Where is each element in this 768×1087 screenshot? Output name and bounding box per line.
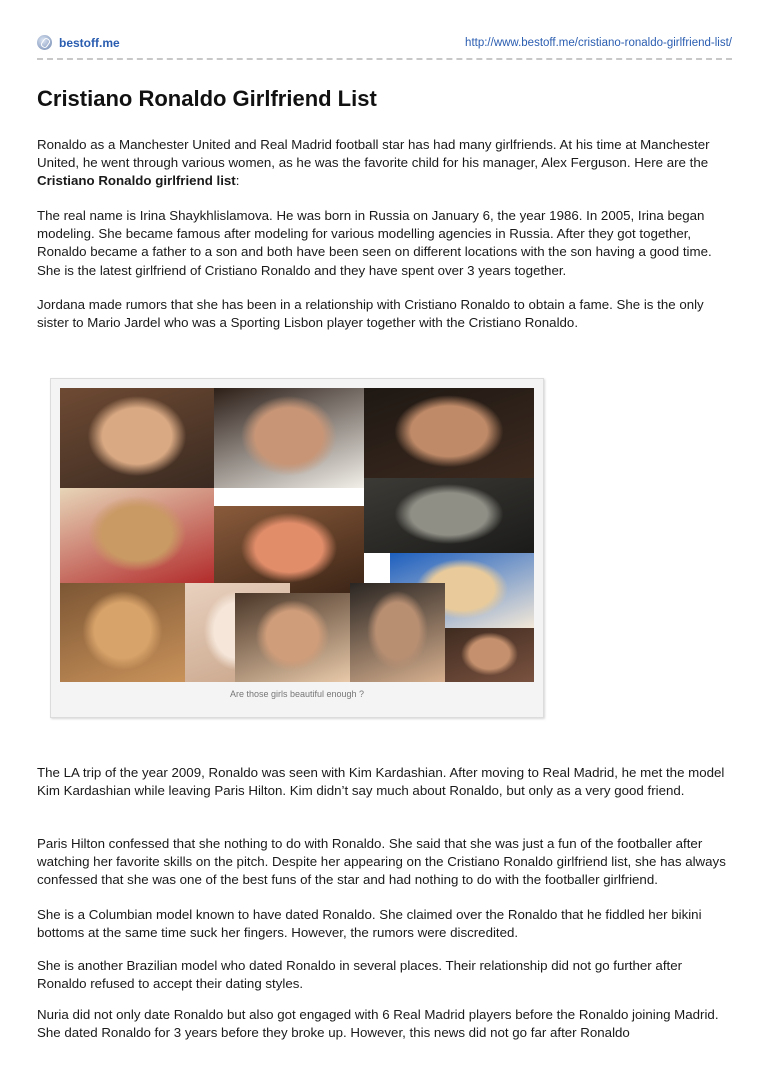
image-figure [50,378,544,718]
paragraph-columbian: She is a Columbian model known to have dated Ronaldo. She claimed over the Ronaldo that he fiddled her bikini bottoms at the same time suck her fingers. However, the rumors were discredited. [37,907,702,941]
intro-paragraph [37,136,735,191]
paragraph-jordana: Jordana made rumors that she has been in a relationship with Cristiano Ronaldo to obtain a fame. She is the only sister to Mario Jardel who was a Sporting Lisbon player together with the Cristiano Ronaldo. [37,297,704,331]
intro-text: Ronaldo as a Manchester United and Real Madrid football star has had many girlfriends. At his time at Manchester United, he went through various women, as he was the favorite child for his manager, Alex Ferguson. Here are the [37,137,710,171]
site-name[interactable]: bestoff.me [59,35,120,50]
intro-bold-text: Cristiano Ronaldo girlfriend list [37,173,236,189]
site-logo-icon [37,35,52,50]
paragraph-nuria: Nuria did not only date Ronaldo but also got engaged with 6 Real Madrid players before the Ronaldo joining Madrid. She dated Ronaldo for 3 years before they broke up. However, this news did not go far after Ronaldo [37,1007,719,1041]
collage-photo-5 [214,506,364,593]
page-url-link[interactable]: http://www.bestoff.me/cristiano-ronaldo-girlfriend-list/ [465,37,732,49]
paragraph-kim: The LA trip of the year 2009, Ronaldo was seen with Kim Kardashian. After moving to Real Madrid, he met the model Kim Kardashian while leaving Paris Hilton. Kim didn’t say much about Ronaldo, but only as a very good friend. [37,765,725,799]
page-header [37,35,732,53]
header-divider [37,58,732,60]
collage-photo-1 [60,388,214,488]
collage-photo-2 [214,388,364,488]
collage-photo-4 [60,488,214,583]
collage-photo-3 [364,388,534,478]
collage-photo-6 [364,478,534,553]
collage-photo-8 [60,583,185,682]
collage-photo-10 [235,593,350,682]
intro-end-text: : [235,173,240,189]
image-caption: Are those girls beautiful enough ? [229,689,365,699]
paragraph-irina: The real name is Irina Shaykhlislamova. He was born in Russia on January 6, the year 1986. In 2005, Irina began modeling. She became famous after modeling for various modelling agencies in Russia. After they got together, Ronaldo became a father to a son and both have been seen on different locations with the son having a good time. She is the latest girlfriend of Cristiano Ronaldo and they have spent over 3 years together. [37,208,712,278]
girlfriends-collage-image [60,388,534,682]
paragraph-paris: Paris Hilton confessed that she nothing to do with Ronaldo. She said that she was just a fun of the footballer after watching her favorite skills on the pitch. Despite her appearing on the Cristiano Ronaldo girlfriend list, she has always confessed that she was one of the best funs of the star and had nothing to do with the footballer girlfriend. [37,836,726,888]
collage-photo-11 [350,583,445,682]
paragraph-brazilian: She is another Brazilian model who dated Ronaldo in several places. Their relationship did not go further after Ronaldo refused to accept their dating styles. [37,958,683,992]
article-title: Cristiano Ronaldo Girlfriend List [37,86,377,111]
collage-photo-12 [445,628,534,682]
